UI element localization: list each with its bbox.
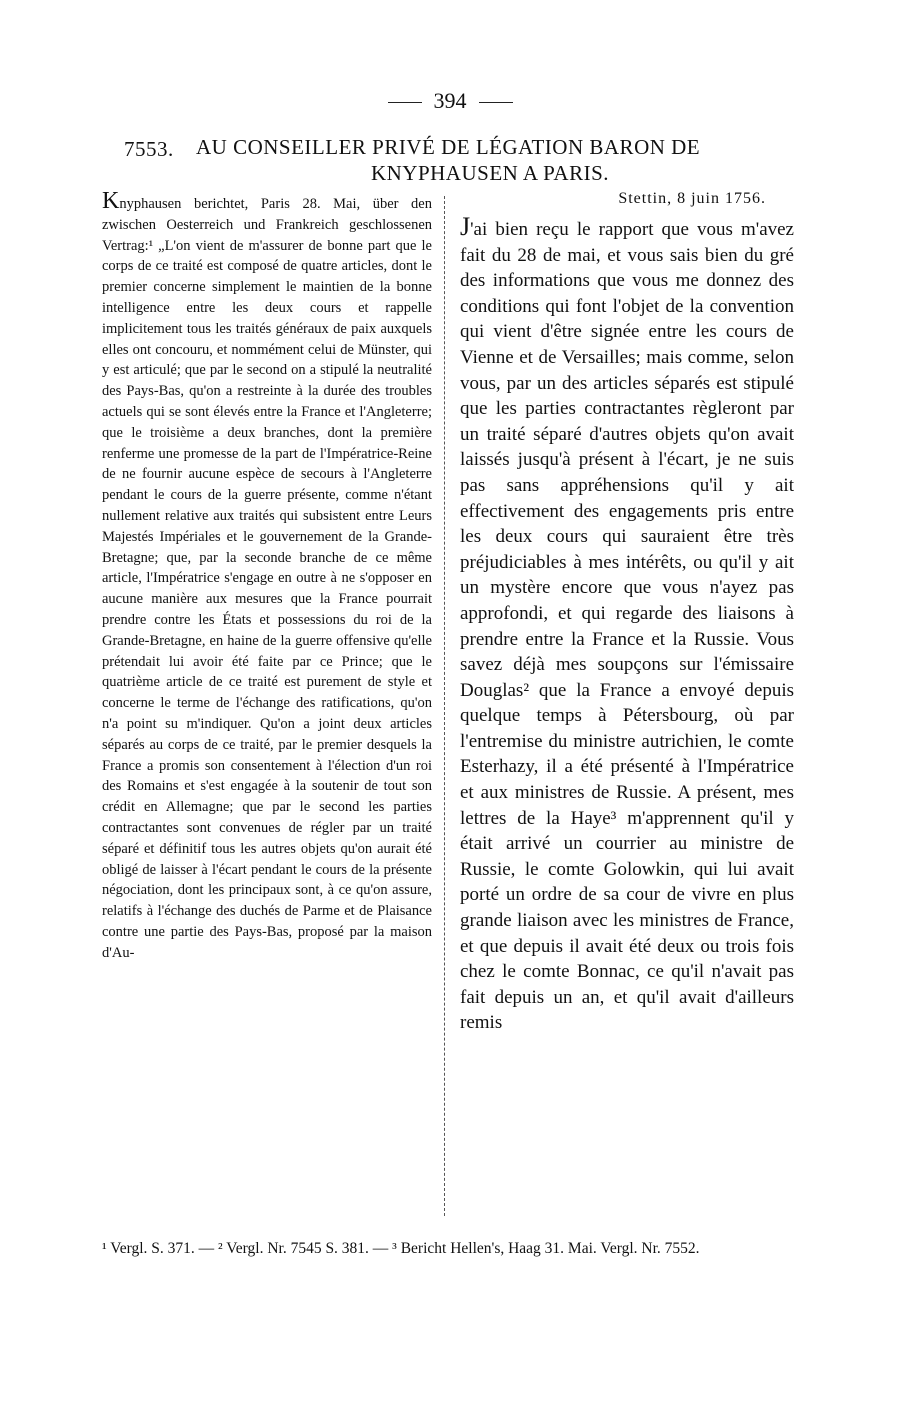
letter-column — [460, 190, 794, 1036]
summary-text: nyphausen berichtet, Paris 28. Mai, über den zwischen Oesterreich und Frankreich geschlossenen Vertrag:¹ „L'on vient de m'assurer de bonne part que le corps de ce traité est composé de quatre articles, dont le premier concerne simplement le maintien de la bonne intelligence entre les deux cours et rappelle implicitement tous les traités généraux de paix auxquels elles ont concouru, et nommément celui de Münster, qui y est articulé; que par le second on a stipulé la neutralité des Pays-Bas, qu'on a restreinte à la durée des troubles actuels qui se sont élevés entre la France et l'Angleterre; que le troisième a deux branches, dont la première renferme une promesse de la part de l'Impératrice-Reine de ne fournir aucune espèce de secours à l'Angleterre pendant le cours de la guerre présente, comme n'étant nullement relative aux traités qui subsistent entre Leurs Majestés Impériales et le gouvernement de la Grande-Bretagne; que, par la seconde branche de ce même article, l'Impératrice s'engage en outre à ne s'opposer en aucune manière aux mesures que la France pourrait prendre contre les États et possessions du roi de la Grande-Bretagne, en haine de la guerre offensive qu'elle prétendait lui avoir été faite par ce Prince; que le quatrième article de ce traité est purement de style et concerne le terme de l'échange des ratifications, qu'on n'a point su m'indiquer. Qu'on a joint deux articles séparés au corps de ce traité, par le premier desquels la France a promis son consentement à l'élection d'un roi des Romains et s'est engagée à la soutenir de tout son crédit en Allemagne; que par le second les parties contractantes sont convenues de régler par un traité séparé et définitif tous les autres objets qu'on aurait été obligé de laisser à l'écart pendant le cours de la présente négociation, dont les principaux sont, à ce qu'on assure, relatifs à l'échange des duchés de Parme et de Plaisance contre une partie des Pays-Bas, proposé par la maison d'Au- — [102, 196, 432, 961]
letter-text: 'ai bien reçu le rapport que vous m'avez fait du 28 de mai, et vous sais bien du gré des informations que vous me donnez des conditions qui font l'objet de la convention qui vient d'être signée entre les cours de Vienne et de Versailles; mais comme, selon vous, par un des articles séparés est stipulé que les parties contractantes règleront par un traité séparé d'autres objets qu'on avait laissés jusqu'à présent à l'écart, je ne suis pas sans appréhensions qu'il y ait effectivement des engagements pris entre les deux cours qui sauraient être très préjudiciables à mes intérêts, ou qu'il y ait un mystère encore que vous n'ayez pas approfondi, et qui regarde des liaisons à prendre entre la France et la Russie. Vous savez déjà mes soupçons sur l'émissaire Douglas² que la France a envoyé depuis quelque temps à Pétersbourg, où par l'entremise du ministre autrichien, le comte Esterhazy, il a été présenté à l'Impératrice et aux ministres de Russie. A présent, mes lettres de la Haye³ m'apprennent qu'il y était arrivé un courrier au ministre de Russie, le comte Golowkin, qui lui avait porté un ordre de sa cour de vivre en plus grande liaison avec les ministres de France, et que depuis il avait été deux ou trois fois chez le comte Bonnac, ce qu'il n'avait pas fait depuis un an, et qu'il avait d'ailleurs remis — [460, 219, 794, 1034]
document-number: 7553. — [124, 137, 174, 161]
summary-column — [102, 188, 432, 963]
dateline: Stettin, 8 juin 1756. — [618, 190, 766, 207]
column-divider — [444, 196, 445, 1216]
footnotes — [102, 1238, 796, 1260]
letter-paragraph — [460, 214, 794, 1036]
letter-initial: J — [460, 212, 471, 241]
right-rule — [479, 102, 513, 103]
page-number — [0, 88, 900, 114]
summary-initial: K — [102, 188, 120, 214]
heading-line-2: KNYPHAUSEN A PARIS. — [370, 161, 610, 185]
heading-line-1: AU CONSEILLER PRIVÉ DE LÉGATION BARON DE — [196, 135, 701, 159]
page-number-text: 394 — [433, 88, 467, 113]
summary-paragraph — [102, 188, 432, 963]
document-heading — [110, 134, 800, 186]
footnote-text: ¹ Vergl. S. 371. — ² Vergl. Nr. 7545 S. 381. — ³ Bericht Hellen's, Haag 31. Mai. Vergl. Nr. 7552. — [102, 1240, 700, 1257]
left-rule — [388, 102, 422, 103]
